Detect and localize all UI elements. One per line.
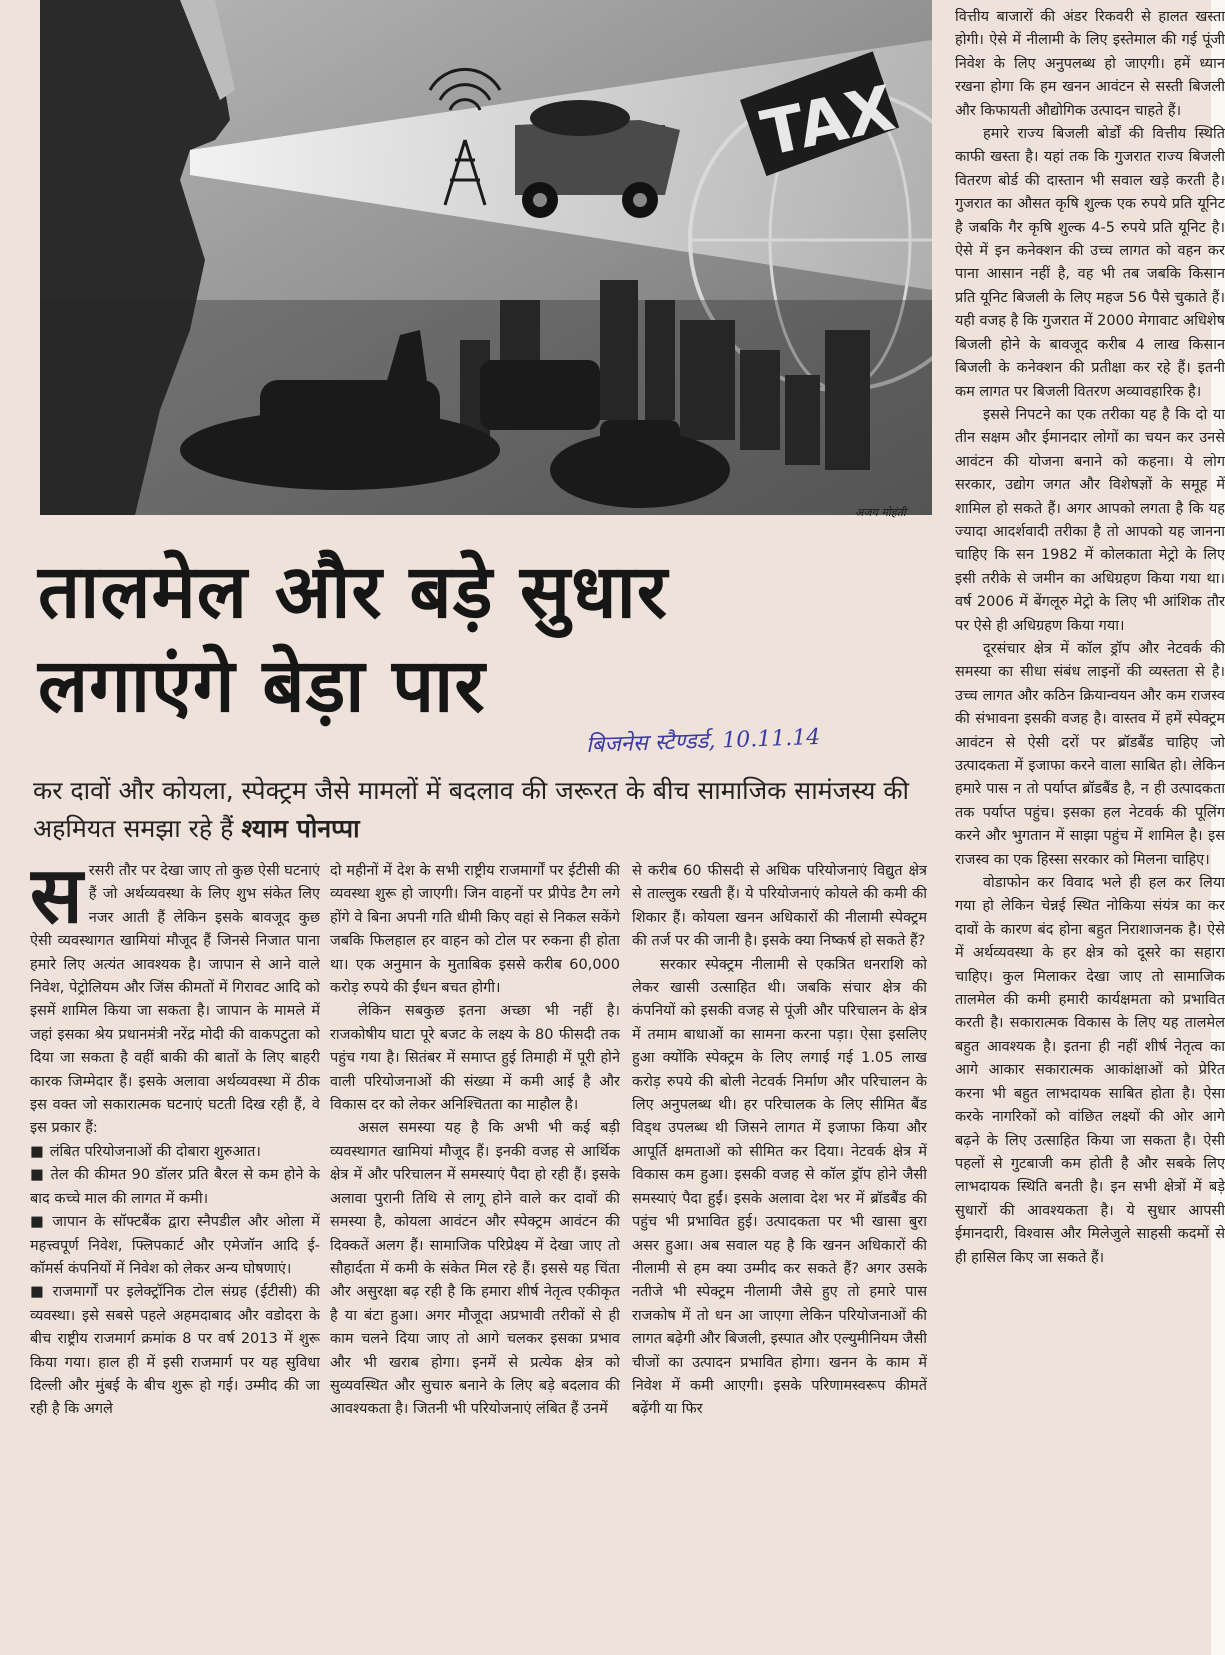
paragraph: इससे निपटने का एक तरीका यह है कि दो या तीन सक्षम और ईमानदार लोगों का चयन कर उनसे आवंटन की योजना बनाने को कहना। ये लोग सरकार, उद्योग जगत और विशेषज्ञों के समूह में शामिल हो सकते हैं। अगर आपको लगता है कि यह ज्यादा आदर्शवादी तरीका है तो आपको यह जानना चाहिए कि सन 1982 में कोलकाता मेट्रो के लिए इसी तरीके से जमीन का अधिग्रहण किया गया था। वर्ष 2006 में बेंगलूरु मेट्रो के लिए भी आंशिक तौर पर ऐसे ही अधिग्रहण किया गया।: [955, 406, 1225, 634]
article-column-1: [30, 860, 320, 1650]
bullet-item: [30, 1141, 320, 1164]
paragraph: वोडाफोन कर विवाद भले ही हल कर लिया गया हो लेकिन चेन्नई स्थित नोकिया संयंत्र का कर दावों के कारण बंद होना बहुत निराशाजनक है। ऐसे में अर्थव्यवस्था के हर क्षेत्र को दूसरे का सहारा चाहिए। कुल मिलाकर देखा जाए तो सामाजिक तालमेल की कमी हमारी कार्यक्षमता को प्रभावित करती है। सकारात्मक विकास के लिए यह तालमेल बहुत आवश्यक है। इतना ही नहीं शीर्ष नेतृत्व का आगे आकार सकारात्मक आकांक्षाओं को प्रेरित करना भी बहुत लाभदायक साबित होता है। ऐसा करके नागरिकों को वांछित लक्ष्यों की ओर आगे बढ़ने के लिए उत्साहित किया जा सकता है। ऐसी पहलों से गुटबाजी कम होती है और सबके लिए लाभदायक स्थिति बनती है। इन सभी क्षेत्रों में बड़े सुधारों की आवश्यकता है। ये सुधार आपसी ईमानदारी, विश्वास और मिलेजुले साहसी कदमों से ही हासिल किए जा सकते हैं।: [955, 875, 1225, 1266]
bullet-item: [30, 1164, 320, 1211]
bullet-text: तेल की कीमत 90 डॉलर प्रति बैरल से कम होने के बाद कच्चे माल की लागत में कमी।: [30, 1167, 320, 1207]
article-illustration: [40, 0, 932, 515]
bullet-item: [30, 1211, 320, 1281]
bullet-text: जापान के सॉफ्टबैंक द्वारा स्नैपडील और ओला में महत्त्वपूर्ण निवेश, फ्लिपकार्ट और एमेजॉन आदि ई-कॉमर्स कंपनियों में निवेश को लेकर अन्य घोषणाएं।: [30, 1214, 320, 1277]
headline-line-2: लगाएंगे बेड़ा पार: [38, 643, 486, 729]
tax-sign-text: TAX: [755, 71, 901, 171]
paragraph: दो महीनों में देश के सभी राष्ट्रीय राजमार्गों पर ईटीसी की व्यवस्था शुरू हो जाएगी। जिन वाहनों पर प्रीपेड टैग लगे होंगे वे बिना अपनी गति धीमी किए वहां से निकल सकेंगे जबकि फिलहाल हर वाहन को टोल पर रुकना ही होता था। एक अनुमान के मुताबिक इससे करीब 60,000 करोड़ रुपये की ईंधन बचत होगी।: [330, 863, 620, 997]
square-bullet-icon: ■: [30, 1143, 44, 1160]
article-column-4: [955, 6, 1225, 1651]
paragraph: लेकिन सबकुछ इतना अच्छा भी नहीं है। राजकोषीय घाटा पूरे बजट के लक्ष्य के 80 फीसदी तक पहुंच गया है। सितंबर में समाप्त हुई तिमाही में पूरी होने वाली परियोजनाओं की संख्या में कमी आई है और विकास दर को लेकर अनिश्चितता का माहौल है।: [330, 1003, 620, 1114]
square-bullet-icon: ■: [30, 1167, 45, 1184]
drop-cap: स: [30, 860, 83, 941]
bullet-text: लंबित परियोजनाओं की दोबारा शुरुआत।: [49, 1143, 261, 1160]
paragraph: दूरसंचार क्षेत्र में कॉल ड्रॉप और नेटवर्क की समस्या का सीधा संबंध लाइनों की व्यस्तता से है। उच्च लागत और कठिन क्रियान्वयन और कम राजस्व की संभावना इसकी वजह है। वास्तव में हमें स्पेक्ट्रम आवंटन से ऐसी दरों पर ब्रॉडबैंड चाहिए जो उत्पादकता में इजाफा करने वाला साबित हो। लेकिन हमारे पास न तो पर्याप्त ब्रॉडबैंड है, न ही उत्पादकता तक पर्याप्त पहुंच। इसका हल नेटवर्क की पूलिंग करने और भुगतान में साझा पहुंच में शामिल है। इस राजस्व का एक हिस्सा सरकार को मिलना चाहिए।: [955, 640, 1225, 868]
article-column-3: [632, 860, 927, 1650]
paragraph: वित्तीय बाजारों की अंडर रिकवरी से हालत खस्ता होगी। ऐसे में नीलामी के लिए इस्तेमाल की गई पूंजी निवेश के लिए अनुपलब्ध हो जाएगी। हमें ध्यान रखना होगा कि हम खनन आवंटन से सस्ती बिजली और किफायती औद्योगिक उत्पादन चाहते हैं।: [955, 9, 1225, 119]
paragraph: असल समस्या यह है कि अभी भी कई बड़ी व्यवस्थागत खामियां मौजूद हैं। इनकी वजह से आर्थिक क्षेत्र में और परिचालन में समस्याएं पैदा हो रही हैं। इसके अलावा पुरानी तिथि से लागू होने वाले कर दावों की समस्या है, कोयला आवंटन और स्पेक्ट्रम आवंटन की दिक्कतें अलग हैं। सामाजिक परिप्रेक्ष्य में देखा जाए तो सौहार्दता में कमी के संकेत मिल रहे हैं। इससे यह चिंता और असुरक्षा बढ़ रही है कि हमारा शीर्ष नेतृत्व एकीकृत है या बंटा हुआ। अगर मौजूदा अप्रभावी तरीकों से ही काम चलने दिया जाए तो आगे चलकर इसका प्रभाव और भी खराब होगा। इनमें से प्रत्येक क्षेत्र को सुव्यवस्थित और सुचारु बनाने के लिए बड़े बदलाव की आवश्यकता है। जितनी भी परियोजनाएं लंबित हैं उनमें: [330, 1120, 620, 1418]
paragraph: रसरी तौर पर देखा जाए तो कुछ ऐसी घटनाएं हैं जो अर्थव्यवस्था के लिए शुभ संकेत लिए नजर आती हैं लेकिन इसके बावजूद कुछ ऐसी व्यवस्थागत खामियां मौजूद हैं जिनसे निजात पाना हमारे लिए अत्यंत आवश्यक है। जापान से आने वाले निवेश, पेट्रोलियम और जिंस कीमतों में गिरावट आदि को इसमें शामिल किया जा सकता है। जापान के मामले में जहां इसका श्रेय प्रधानमंत्री नरेंद्र मोदी की वाकपटुता को दिया जा सकता है वहीं बाकी की बातों के लिए बाहरी कारक जिम्मेदार हैं। इसके अलावा अर्थव्यवस्था में ठीक इस वक्त जो सकारात्मक घटनाएं घटती दिख रही हैं, वे इस प्रकार हैं:: [30, 863, 320, 1137]
subheadline: [33, 772, 913, 848]
headline-line-1: तालमेल और बड़े सुधार: [38, 549, 669, 635]
subheadline-text: कर दावों और कोयला, स्पेक्ट्रम जैसे मामलों में बदलाव की जरूरत के बीच सामाजिक सामंजस्य की अहमियत समझा रहे हैं: [33, 776, 910, 843]
article-column-2: [330, 860, 620, 1650]
image-credit: अजय मोहंती: [855, 506, 906, 519]
handwritten-source-note: बिजनेस स्टैण्डर्ड, 10.11.14: [585, 724, 821, 759]
square-bullet-icon: ■: [30, 1214, 47, 1231]
square-bullet-icon: ■: [30, 1284, 47, 1301]
paragraph: सरकार स्पेक्ट्रम नीलामी से एकत्रित धनराशि को लेकर खासी उत्साहित थी। जबकि संचार क्षेत्र की कंपनियों को इसकी वजह से पूंजी और परिचालन के क्षेत्र में तमाम बाधाओं का सामना करना पड़ा। ऐसा इसलिए हुआ क्योंकि स्पेक्ट्रम के लिए लगाई गई 1.05 लाख करोड़ रुपये की बोली नेटवर्क निर्माण और परिचालन के लिए अनुपलब्ध थी। हर परिचालक के लिए सीमित बैंड विड्थ उपलब्ध थी जिसने लागत में इजाफा किया और आपूर्ति क्षमताओं को सीमित कर दिया। नेटवर्क क्षेत्र में विकास कम हुआ। इसकी वजह से कॉल ड्रॉप होने जैसी समस्याएं पैदा हुईं। इसके अलावा देश भर में ब्रॉडबैंड की पहुंच भी प्रभावित हुई। उत्पादकता पर भी खासा बुरा असर हुआ। अब सवाल यह है कि खनन अधिकारों की नीलामी से हम क्या उम्मीद कर सकते हैं? अगर उसके नतीजे भी स्पेक्ट्रम नीलामी जैसे हुए तो हमारे पास राजकोष में तो धन आ जाएगा लेकिन परियोजनाओं की लागत बढ़ेगी और बिजली, इस्पात और एल्युमीनियम जैसी चीजों का उत्पादन प्रभावित होगा। खनन के काम में निवेश में कमी आएगी। इसके परिणामस्वरूप कीमतें बढ़ेंगी या फिर: [632, 956, 927, 1418]
paragraph: हमारे राज्य बिजली बोर्डों की वित्तीय स्थिति काफी खस्ता है। यहां तक कि गुजरात राज्य बिजली वितरण बोर्ड की दास्तान भी सवाल खड़े करती है। गुजरात का औसत कृषि शुल्क एक रुपये प्रति यूनिट है जबकि गैर कृषि शुल्क 4-5 रुपये प्रति यूनिट है। ऐसे में इन कनेक्शन की उच्च लागत को वहन कर पाना आसान नहीं है, वह भी तब जबकि किसान प्रति यूनिट बिजली के लिए महज 56 पैसे चुकाते हैं। यही वजह है कि गुजरात में 2000 मेगावाट अधिशेष बिजली होने के बावजूद करीब 4 लाख किसान बिजली के कनेक्शन की प्रतीक्षा कर रहे हैं। इतनी कम लागत पर बिजली वितरण अव्यावहारिक है।: [955, 126, 1225, 400]
bullet-text: राजमार्गों पर इलेक्ट्रॉनिक टोल संग्रह (ईटीसी) की व्यवस्था। इसे सबसे पहले अहमदाबाद और वडोदरा के बीच राष्ट्रीय राजमार्ग क्रमांक 8 पर वर्ष 2013 में शुरू किया गया। हाल ही में इसी राजमार्ग पर यह सुविधा दिल्ली और मुंबई के बीच शुरू हो गई। उम्मीद की जा रही है कि अगले: [30, 1284, 320, 1418]
paragraph: से करीब 60 फीसदी से अधिक परियोजनाएं विद्युत क्षेत्र से ताल्लुक रखती हैं। ये परियोजनाएं कोयले की कमी की शिकार हैं। कोयला खनन अधिकारों की नीलामी स्पेक्ट्रम की तर्ज पर की जानी है। इसके क्या निष्कर्ष हो सकते हैं?: [632, 863, 927, 950]
bullet-item: [30, 1281, 320, 1421]
headline: [38, 545, 918, 733]
author-name: श्याम पोनप्पा: [241, 814, 360, 843]
